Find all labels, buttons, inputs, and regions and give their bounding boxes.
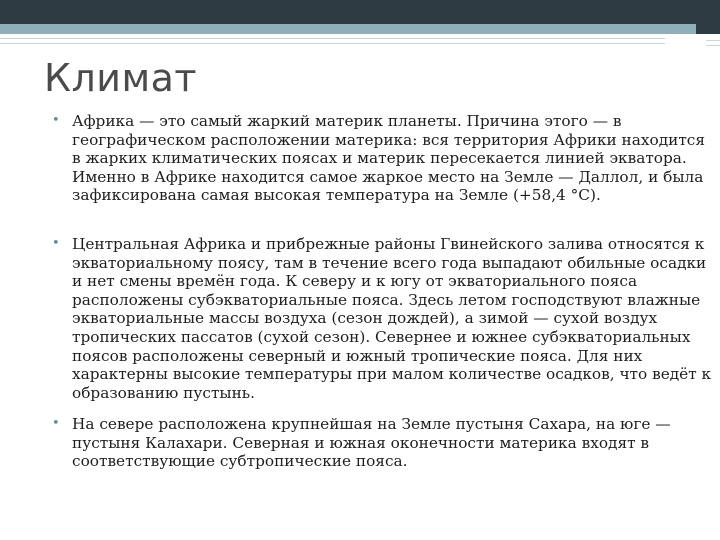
header-band-teal xyxy=(0,24,696,34)
header-rule xyxy=(0,43,665,44)
bullet-icon: • xyxy=(52,416,60,431)
bullet-item xyxy=(52,235,712,402)
header-band-corner xyxy=(696,24,720,34)
header-rule xyxy=(0,38,665,39)
bullet-item xyxy=(52,112,712,205)
bullet-icon: • xyxy=(52,113,60,128)
header-rule xyxy=(706,45,720,46)
bullet-icon: • xyxy=(52,236,60,251)
bullet-text: Африка — это самый жаркий материк планеты. Причина этого — в географическом расположении материка: вся территория Африки находится в жарких климатических поясах и материк пересекается линией экватора. Именно в Африке находится самое жаркое место на Земле — Даллол, и была зафиксирована самая высокая температура на Земле (+58,4 °C). xyxy=(72,112,706,205)
bullet-text: Центральная Африка и прибрежные районы Гвинейского залива относятся к экваториальному поясу, там в течение всего года выпадают обильные осадки и нет смены времён года. К северу и к югу от экваториального пояса расположены субэкваториальные пояса. Здесь летом господствуют влажные экваториальные массы воздуха (сезон дождей), а зимой — сухой воздух тропических пассатов (сухой сезон). Севернее и южнее субэкваториальных поясов расположены северный и южный тропические пояса. Для них характерны высокие температуры при малом количестве осадков, что ведёт к образованию пустынь. xyxy=(72,235,712,402)
header-rule xyxy=(706,40,720,41)
slide-title: Климат xyxy=(44,56,198,100)
bullet-item xyxy=(52,415,712,471)
header-band-dark xyxy=(0,0,720,24)
bullet-text: На севере расположена крупнейшая на Земле пустыня Сахара, на юге — пустыня Калахари. Северная и южная оконечности материка входят в соответствующие субтропические пояса. xyxy=(72,415,671,471)
